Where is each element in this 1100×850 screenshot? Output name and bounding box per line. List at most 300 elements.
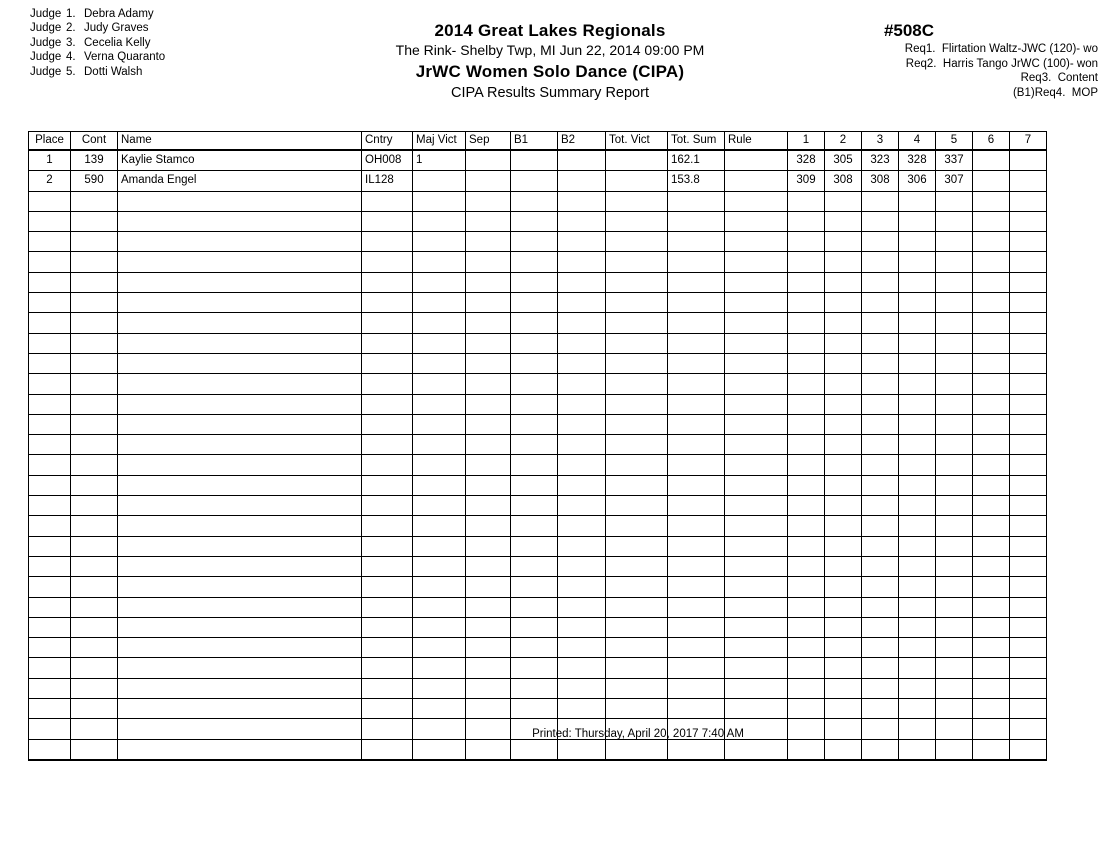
cell-b1 bbox=[511, 739, 558, 760]
cell-j6 bbox=[973, 739, 1010, 760]
cell-j5 bbox=[936, 455, 973, 475]
cell-tot_sum: 162.1 bbox=[668, 150, 725, 171]
cell-j4: 306 bbox=[899, 171, 936, 191]
cell-b2 bbox=[558, 333, 606, 353]
cell-j2: 308 bbox=[825, 171, 862, 191]
cell-name bbox=[118, 597, 362, 617]
cell-tot_sum bbox=[668, 191, 725, 211]
requirement-label: Req bbox=[1020, 72, 1042, 85]
cell-tot_sum bbox=[668, 252, 725, 272]
requirement-label: Req bbox=[904, 43, 926, 55]
cell-rule bbox=[725, 191, 788, 211]
cell-j2: 305 bbox=[825, 150, 862, 171]
cell-name bbox=[118, 577, 362, 597]
cell-rule bbox=[725, 658, 788, 678]
cell-j4 bbox=[899, 475, 936, 495]
column-header-sep[interactable]: Sep bbox=[466, 132, 511, 151]
cell-j2 bbox=[825, 232, 862, 252]
cell-maj_vict bbox=[413, 272, 466, 292]
cell-j4: 328 bbox=[899, 150, 936, 171]
cell-j4 bbox=[899, 516, 936, 536]
cell-cont: 590 bbox=[71, 171, 118, 191]
cell-b1 bbox=[511, 597, 558, 617]
table-row-empty[interactable] bbox=[29, 353, 1047, 373]
cell-j6 bbox=[973, 597, 1010, 617]
cell-b2 bbox=[558, 455, 606, 475]
cell-j3 bbox=[862, 556, 899, 576]
cell-cntry bbox=[362, 252, 413, 272]
table-row-empty[interactable] bbox=[29, 658, 1047, 678]
cell-name bbox=[118, 394, 362, 414]
cell-rule bbox=[725, 313, 788, 333]
cell-tot_sum bbox=[668, 435, 725, 455]
cell-cont bbox=[71, 658, 118, 678]
cell-b2 bbox=[558, 435, 606, 455]
table-row-empty[interactable] bbox=[29, 475, 1047, 495]
cell-b2 bbox=[558, 475, 606, 495]
requirement-label: Req bbox=[905, 57, 927, 70]
cell-tot_sum bbox=[668, 658, 725, 678]
cell-j7 bbox=[1010, 435, 1047, 455]
category-title: JrWC Women Solo Dance (CIPA) bbox=[415, 62, 685, 81]
cell-name: Kaylie Stamco bbox=[118, 150, 362, 171]
cell-tot_vict bbox=[606, 414, 668, 434]
cell-b1 bbox=[511, 313, 558, 333]
cell-j1 bbox=[788, 211, 825, 231]
cell-maj_vict bbox=[413, 252, 466, 272]
cell-j6 bbox=[973, 617, 1010, 637]
cell-maj_vict bbox=[413, 699, 466, 719]
requirements-list bbox=[798, 42, 1098, 100]
cell-cntry bbox=[362, 374, 413, 394]
cell-j4 bbox=[899, 658, 936, 678]
cell-j4 bbox=[899, 374, 936, 394]
cell-rule bbox=[725, 333, 788, 353]
cell-j4 bbox=[899, 272, 936, 292]
cell-maj_vict bbox=[413, 333, 466, 353]
table-row-empty[interactable] bbox=[29, 232, 1047, 252]
table-row-empty[interactable] bbox=[29, 597, 1047, 617]
column-header-j4[interactable]: 4 bbox=[899, 132, 936, 151]
cell-j1 bbox=[788, 293, 825, 313]
cell-tot_vict bbox=[606, 313, 668, 333]
cell-j3 bbox=[862, 597, 899, 617]
cell-maj_vict bbox=[413, 353, 466, 373]
cell-rule bbox=[725, 435, 788, 455]
cell-tot_vict bbox=[606, 293, 668, 313]
cell-j6 bbox=[973, 536, 1010, 556]
report-title-block bbox=[310, 20, 790, 104]
cell-j1 bbox=[788, 313, 825, 333]
cell-cntry bbox=[362, 272, 413, 292]
cell-tot_vict bbox=[606, 232, 668, 252]
cell-j1 bbox=[788, 638, 825, 658]
cell-rule bbox=[725, 353, 788, 373]
cell-j5 bbox=[936, 272, 973, 292]
cell-cont bbox=[71, 597, 118, 617]
cell-j3 bbox=[862, 272, 899, 292]
cell-j6 bbox=[973, 414, 1010, 434]
cell-cont bbox=[71, 293, 118, 313]
cell-name bbox=[118, 211, 362, 231]
column-header-j3[interactable]: 3 bbox=[862, 132, 899, 151]
cell-tot_sum: 153.8 bbox=[668, 171, 725, 191]
cell-j5 bbox=[936, 699, 973, 719]
cell-j4 bbox=[899, 496, 936, 516]
cell-cont bbox=[71, 232, 118, 252]
table-row-empty[interactable] bbox=[29, 536, 1047, 556]
cell-cont bbox=[71, 617, 118, 637]
cell-cont bbox=[71, 191, 118, 211]
judge-label: Judge bbox=[30, 22, 62, 35]
cell-j7 bbox=[1010, 496, 1047, 516]
cell-cont bbox=[71, 678, 118, 698]
table-row-empty[interactable] bbox=[29, 617, 1047, 637]
cell-j5 bbox=[936, 232, 973, 252]
cell-j3: 323 bbox=[862, 150, 899, 171]
cell-cntry bbox=[362, 678, 413, 698]
cell-j3 bbox=[862, 577, 899, 597]
cell-j5 bbox=[936, 414, 973, 434]
cell-b1 bbox=[511, 496, 558, 516]
cell-cont: 139 bbox=[71, 150, 118, 171]
column-header-tot_sum[interactable]: Tot. Sum bbox=[668, 132, 725, 151]
cell-j2 bbox=[825, 313, 862, 333]
cell-cont bbox=[71, 333, 118, 353]
cell-name bbox=[118, 516, 362, 536]
cell-tot_sum bbox=[668, 496, 725, 516]
cell-j5 bbox=[936, 435, 973, 455]
cell-rule bbox=[725, 374, 788, 394]
cell-j1 bbox=[788, 516, 825, 536]
cell-maj_vict bbox=[413, 211, 466, 231]
cell-tot_sum bbox=[668, 699, 725, 719]
table-row[interactable] bbox=[29, 171, 1047, 191]
cell-rule bbox=[725, 739, 788, 760]
column-header-cont[interactable]: Cont bbox=[71, 132, 118, 151]
cell-j3 bbox=[862, 313, 899, 333]
cell-j7 bbox=[1010, 232, 1047, 252]
cell-place bbox=[29, 435, 71, 455]
cell-b1 bbox=[511, 617, 558, 637]
table-row-empty[interactable] bbox=[29, 211, 1047, 231]
cell-cntry bbox=[362, 211, 413, 231]
cell-tot_vict bbox=[606, 435, 668, 455]
cell-j7 bbox=[1010, 516, 1047, 536]
column-header-j5[interactable]: 5 bbox=[936, 132, 973, 151]
cell-j1 bbox=[788, 394, 825, 414]
cell-place bbox=[29, 232, 71, 252]
cell-j4 bbox=[899, 333, 936, 353]
column-header-cntry[interactable]: Cntry bbox=[362, 132, 413, 151]
cell-sep bbox=[466, 678, 511, 698]
cell-b1 bbox=[511, 658, 558, 678]
cell-j2 bbox=[825, 394, 862, 414]
cell-tot_vict bbox=[606, 678, 668, 698]
cell-j1 bbox=[788, 232, 825, 252]
cell-b1 bbox=[511, 374, 558, 394]
column-header-j2[interactable]: 2 bbox=[825, 132, 862, 151]
cell-j6 bbox=[973, 455, 1010, 475]
table-row-empty[interactable] bbox=[29, 699, 1047, 719]
column-header-name[interactable]: Name bbox=[118, 132, 362, 151]
cell-cont bbox=[71, 211, 118, 231]
cell-j4 bbox=[899, 191, 936, 211]
table-row-empty[interactable] bbox=[29, 313, 1047, 333]
table-row-empty[interactable] bbox=[29, 374, 1047, 394]
table-row-empty[interactable] bbox=[29, 272, 1047, 292]
cell-sep bbox=[466, 211, 511, 231]
cell-sep bbox=[466, 150, 511, 171]
cell-tot_vict bbox=[606, 556, 668, 576]
cell-rule bbox=[725, 232, 788, 252]
cell-j4 bbox=[899, 577, 936, 597]
cell-j6 bbox=[973, 638, 1010, 658]
cell-j6 bbox=[973, 353, 1010, 373]
cell-cont bbox=[71, 699, 118, 719]
cell-cont bbox=[71, 475, 118, 495]
judge-label: Judge bbox=[30, 8, 62, 20]
cell-j1 bbox=[788, 617, 825, 637]
cell-b2 bbox=[558, 739, 606, 760]
cell-j3 bbox=[862, 394, 899, 414]
cell-b1 bbox=[511, 536, 558, 556]
table-row-empty[interactable] bbox=[29, 496, 1047, 516]
cell-sep bbox=[466, 617, 511, 637]
cell-place bbox=[29, 658, 71, 678]
results-table-header bbox=[29, 132, 1047, 151]
judge-number: 3. bbox=[66, 36, 76, 49]
cell-name bbox=[118, 435, 362, 455]
cell-maj_vict bbox=[413, 232, 466, 252]
cell-j3 bbox=[862, 638, 899, 658]
cell-tot_vict bbox=[606, 496, 668, 516]
cell-j1 bbox=[788, 658, 825, 678]
cell-cont bbox=[71, 577, 118, 597]
table-row-empty[interactable] bbox=[29, 394, 1047, 414]
cell-maj_vict bbox=[413, 678, 466, 698]
cell-place bbox=[29, 191, 71, 211]
cell-cont bbox=[71, 353, 118, 373]
cell-maj_vict bbox=[413, 638, 466, 658]
table-row[interactable] bbox=[29, 150, 1047, 171]
table-row-empty[interactable] bbox=[29, 414, 1047, 434]
table-row-empty[interactable] bbox=[29, 739, 1047, 760]
table-row-empty[interactable] bbox=[29, 678, 1047, 698]
cell-place bbox=[29, 496, 71, 516]
cell-j4 bbox=[899, 435, 936, 455]
cell-cont bbox=[71, 536, 118, 556]
cell-cntry bbox=[362, 353, 413, 373]
cell-j6 bbox=[973, 556, 1010, 576]
requirement-number: 4. bbox=[1055, 86, 1066, 99]
cell-sep bbox=[466, 638, 511, 658]
cell-place bbox=[29, 638, 71, 658]
cell-name bbox=[118, 313, 362, 333]
cell-j5 bbox=[936, 678, 973, 698]
cell-tot_vict bbox=[606, 272, 668, 292]
cell-j4 bbox=[899, 211, 936, 231]
cell-maj_vict bbox=[413, 658, 466, 678]
cell-maj_vict bbox=[413, 435, 466, 455]
column-header-j1[interactable]: 1 bbox=[788, 132, 825, 151]
cell-j2 bbox=[825, 739, 862, 760]
cell-b1 bbox=[511, 435, 558, 455]
cell-j2 bbox=[825, 617, 862, 637]
column-header-b2[interactable]: B2 bbox=[558, 132, 606, 151]
cell-maj_vict bbox=[413, 475, 466, 495]
cell-j2 bbox=[825, 496, 862, 516]
cell-name bbox=[118, 658, 362, 678]
cell-rule bbox=[725, 516, 788, 536]
cell-j6 bbox=[973, 333, 1010, 353]
table-header-row bbox=[29, 132, 1047, 151]
cell-b1 bbox=[511, 678, 558, 698]
cell-rule bbox=[725, 150, 788, 171]
cell-tot_sum bbox=[668, 333, 725, 353]
cell-j7 bbox=[1010, 455, 1047, 475]
cell-j1 bbox=[788, 353, 825, 373]
cell-j7 bbox=[1010, 597, 1047, 617]
cell-rule bbox=[725, 577, 788, 597]
cell-cont bbox=[71, 556, 118, 576]
cell-maj_vict bbox=[413, 374, 466, 394]
cell-cntry bbox=[362, 313, 413, 333]
cell-maj_vict bbox=[413, 191, 466, 211]
cell-j5 bbox=[936, 496, 973, 516]
cell-j4 bbox=[899, 232, 936, 252]
cell-tot_vict bbox=[606, 150, 668, 171]
cell-j5 bbox=[936, 516, 973, 536]
cell-cont bbox=[71, 435, 118, 455]
cell-tot_sum bbox=[668, 577, 725, 597]
cell-j6 bbox=[973, 678, 1010, 698]
cell-j5 bbox=[936, 597, 973, 617]
table-row-empty[interactable] bbox=[29, 252, 1047, 272]
table-row-empty[interactable] bbox=[29, 435, 1047, 455]
column-header-place[interactable]: Place bbox=[29, 132, 71, 151]
cell-tot_sum bbox=[668, 211, 725, 231]
cell-tot_sum bbox=[668, 556, 725, 576]
cell-sep bbox=[466, 455, 511, 475]
column-header-tot_vict[interactable]: Tot. Vict bbox=[606, 132, 668, 151]
judge-number: 5. bbox=[66, 65, 76, 78]
cell-j2 bbox=[825, 638, 862, 658]
table-row-empty[interactable] bbox=[29, 191, 1047, 211]
cell-name bbox=[118, 374, 362, 394]
requirement-text: Content bbox=[1057, 72, 1098, 85]
judge-number: 1. bbox=[66, 8, 76, 20]
cell-sep bbox=[466, 699, 511, 719]
cell-b2 bbox=[558, 496, 606, 516]
cell-name: Amanda Engel bbox=[118, 171, 362, 191]
cell-j6 bbox=[973, 171, 1010, 191]
cell-place bbox=[29, 313, 71, 333]
cell-place: 1 bbox=[29, 150, 71, 171]
judge-name: Dotti Walsh bbox=[84, 65, 143, 78]
table-row-empty[interactable] bbox=[29, 455, 1047, 475]
cell-b1 bbox=[511, 414, 558, 434]
cell-j2 bbox=[825, 475, 862, 495]
cell-j5 bbox=[936, 313, 973, 333]
cell-maj_vict bbox=[413, 597, 466, 617]
cell-j1 bbox=[788, 414, 825, 434]
cell-j3 bbox=[862, 333, 899, 353]
cell-sep bbox=[466, 556, 511, 576]
cell-cntry bbox=[362, 414, 413, 434]
cell-j2 bbox=[825, 678, 862, 698]
cell-j2 bbox=[825, 455, 862, 475]
judge-number: 4. bbox=[66, 51, 76, 64]
cell-j1 bbox=[788, 475, 825, 495]
cell-j2 bbox=[825, 252, 862, 272]
cell-j1 bbox=[788, 678, 825, 698]
table-row-empty[interactable] bbox=[29, 293, 1047, 313]
cell-b1 bbox=[511, 638, 558, 658]
cell-j7 bbox=[1010, 272, 1047, 292]
cell-cont bbox=[71, 516, 118, 536]
cell-place bbox=[29, 414, 71, 434]
cell-b1 bbox=[511, 171, 558, 191]
cell-tot_sum bbox=[668, 536, 725, 556]
cell-name bbox=[118, 739, 362, 760]
cell-b1 bbox=[511, 475, 558, 495]
table-row-empty[interactable] bbox=[29, 556, 1047, 576]
cell-b2 bbox=[558, 516, 606, 536]
cell-sep bbox=[466, 475, 511, 495]
cell-j3 bbox=[862, 699, 899, 719]
cell-maj_vict bbox=[413, 293, 466, 313]
cell-j1: 328 bbox=[788, 150, 825, 171]
cell-b2 bbox=[558, 678, 606, 698]
column-header-b1[interactable]: B1 bbox=[511, 132, 558, 151]
column-header-j7[interactable]: 7 bbox=[1010, 132, 1047, 151]
table-row-empty[interactable] bbox=[29, 577, 1047, 597]
cell-b1 bbox=[511, 394, 558, 414]
cell-j7 bbox=[1010, 739, 1047, 760]
results-table-body bbox=[29, 150, 1047, 760]
cell-maj_vict bbox=[413, 739, 466, 760]
table-row-empty[interactable] bbox=[29, 638, 1047, 658]
column-header-maj_vict[interactable]: Maj Vict bbox=[413, 132, 466, 151]
cell-rule bbox=[725, 475, 788, 495]
cell-j2 bbox=[825, 516, 862, 536]
cell-j3 bbox=[862, 739, 899, 760]
cell-cont bbox=[71, 414, 118, 434]
cell-j5 bbox=[936, 475, 973, 495]
cell-j7 bbox=[1010, 191, 1047, 211]
judge-label: Judge bbox=[30, 36, 62, 49]
cell-b2 bbox=[558, 699, 606, 719]
cell-j1 bbox=[788, 597, 825, 617]
column-header-j6[interactable]: 6 bbox=[973, 132, 1010, 151]
cell-name bbox=[118, 475, 362, 495]
cell-rule bbox=[725, 211, 788, 231]
table-row-empty[interactable] bbox=[29, 516, 1047, 536]
cell-sep bbox=[466, 353, 511, 373]
cell-sep bbox=[466, 252, 511, 272]
cell-b1 bbox=[511, 333, 558, 353]
cell-b2 bbox=[558, 536, 606, 556]
report-subtitle: CIPA Results Summary Report bbox=[451, 85, 649, 101]
cell-cntry bbox=[362, 739, 413, 760]
cell-j5 bbox=[936, 333, 973, 353]
table-row-empty[interactable] bbox=[29, 333, 1047, 353]
cell-tot_vict bbox=[606, 577, 668, 597]
cell-j2 bbox=[825, 353, 862, 373]
event-venue-line: The Rink- Shelby Twp, MI Jun 22, 2014 09:00 PM bbox=[395, 42, 705, 58]
column-header-rule[interactable]: Rule bbox=[725, 132, 788, 151]
